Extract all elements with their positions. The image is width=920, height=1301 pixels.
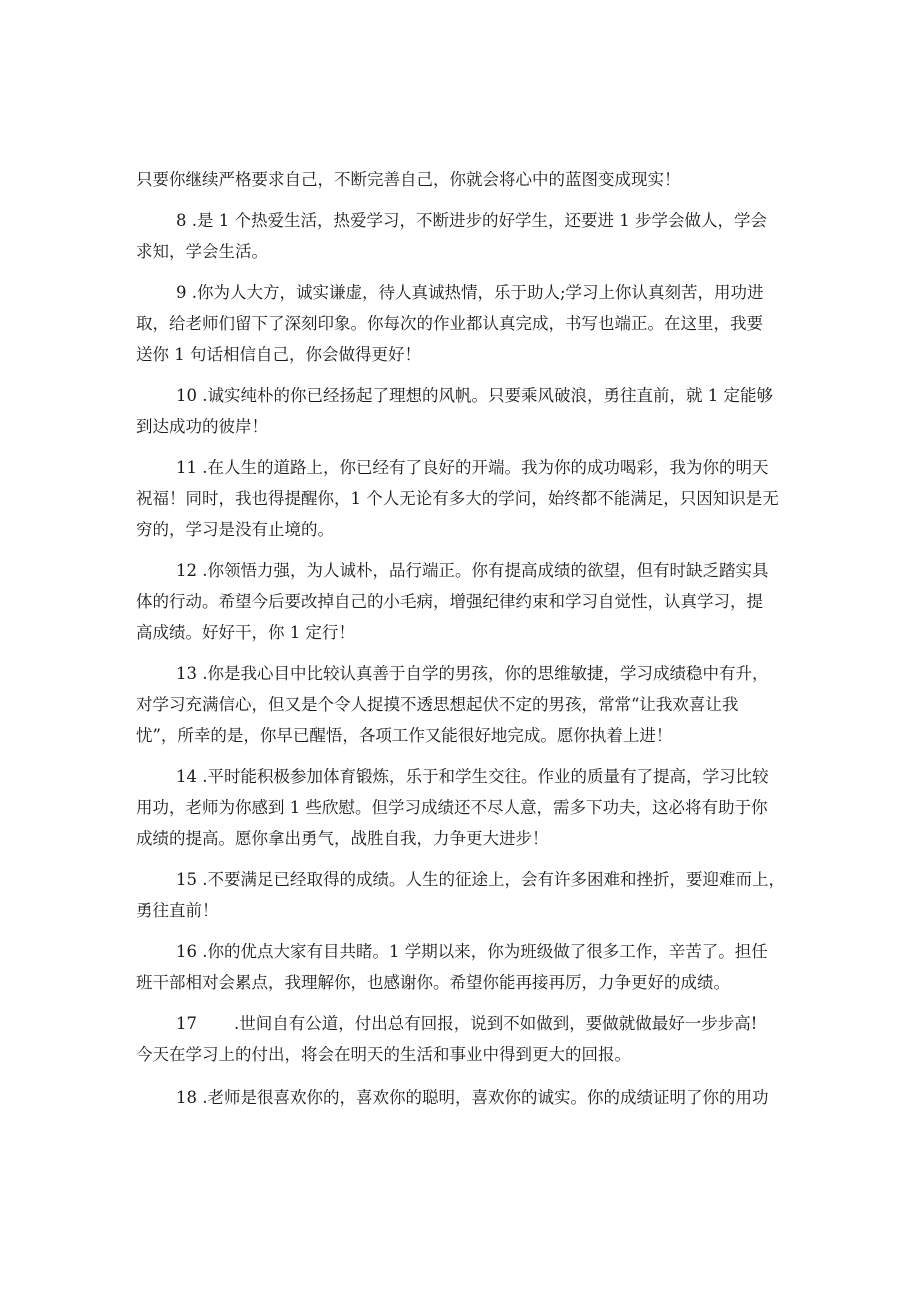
paragraph-10: [136, 380, 790, 442]
paragraph-11: [136, 452, 790, 545]
text-line: 祝福！同时，我也得提醒你，1 个人无论有多大的学问，始终都不能满足，只因知识是无: [136, 489, 779, 508]
text-line: 求知，学会生活。: [136, 242, 268, 261]
text-line: 勇往直前！: [136, 901, 219, 920]
paragraph-15: [136, 864, 790, 926]
text-line: 成绩的提高。愿你拿出勇气，战胜自我，力争更大进步！: [136, 829, 549, 848]
text-line: 18 .老师是很喜欢你的，喜欢你的聪明，喜欢你的诚实。你的成绩证明了你的用功: [176, 1088, 769, 1107]
text-line: 11 .在人生的道路上，你已经有了良好的开端。我为你的成功喝彩，我为你的明天: [176, 458, 769, 477]
text-line: 班干部相对会累点，我理解你，也感谢你。希望你能再接再厉，力争更好的成绩。: [136, 973, 730, 992]
text-line: 只要你继续严格要求自己，不断完善自己，你就会将心中的蓝图变成现实！: [136, 170, 681, 189]
text-line: 16 .你的优点大家有目共睹。1 学期以来，你为班级做了很多工作，辛苦了。担任: [176, 942, 768, 961]
text-line: 穷的，学习是没有止境的。: [136, 520, 334, 539]
text-line: 13 .你是我心目中比较认真善于自学的男孩，你的思维敏捷，学习成绩稳中有升，: [176, 664, 769, 683]
paragraph-9: [136, 277, 790, 370]
paragraph-8: [136, 205, 790, 267]
text-line: 10 .诚实纯朴的你已经扬起了理想的风帆。只要乘风破浪，勇往直前，就 1 定能够: [176, 386, 773, 405]
text-line: 忧”，所幸的是，你早已醒悟，各项工作又能很好地完成。愿你执着上进！: [136, 726, 673, 745]
paragraph-17: [136, 1008, 790, 1070]
text-line: 体的行动。希望今后要改掉自己的小毛病，增强纪律约束和学习自觉性，认真学习，提: [136, 592, 763, 611]
text-line-content: .世间自有公道，付出总有回报，说到不如做到，要做就做最好一步步高!: [234, 1014, 758, 1033]
paragraph-12: [136, 555, 790, 648]
paragraph-7-end: [136, 164, 790, 195]
paragraph-16: [136, 936, 790, 998]
text-line: 用功，老师为你感到 1 些欣慰。但学习成绩还不尽人意，需多下功夫，这必将有助于你: [136, 798, 768, 817]
text-line: 送你 1 句话相信自己，你会做得更好！: [136, 345, 421, 364]
text-line: 12 .你领悟力强，为人诚朴，品行端正。你有提高成绩的欲望，但有时缺乏踏实具: [176, 561, 769, 580]
text-line: [136, 1008, 790, 1039]
text-line: 取，给老师们留下了深刻印象。你每次的作业都认真完成，书写也端正。在这里，我要: [136, 314, 763, 333]
paragraph-13: [136, 658, 790, 751]
paragraph-14: [136, 761, 790, 854]
document-body: [136, 164, 790, 1113]
paragraph-number: 17: [176, 1014, 197, 1033]
text-line: 对学习充满信心，但又是个令人捉摸不透思想起伏不定的男孩，常常“让我欢喜让我: [136, 695, 739, 714]
paragraph-18: [136, 1082, 790, 1113]
text-line: 9 .你为人大方，诚实谦虚，待人真诚热情，乐于助人;学习上你认真刻苦，用功进: [176, 283, 764, 302]
text-line: 高成绩。好好干，你 1 定行！: [136, 623, 355, 642]
text-line: 8 .是 1 个热爱生活，热爱学习，不断进步的好学生，还要进 1 步学会做人，学会: [176, 211, 767, 230]
text-line: 14 .平时能积极参加体育锻炼，乐于和学生交往。作业的质量有了提高，学习比较: [176, 767, 769, 786]
text-line: 今天在学习上的付出，将会在明天的生活和事业中得到更大的回报。: [136, 1045, 631, 1064]
text-line: 到达成功的彼岸！: [136, 417, 268, 436]
text-line: 15 .不要满足已经取得的成绩。人生的征途上，会有许多困难和挫折，要迎难而上，: [176, 870, 785, 889]
